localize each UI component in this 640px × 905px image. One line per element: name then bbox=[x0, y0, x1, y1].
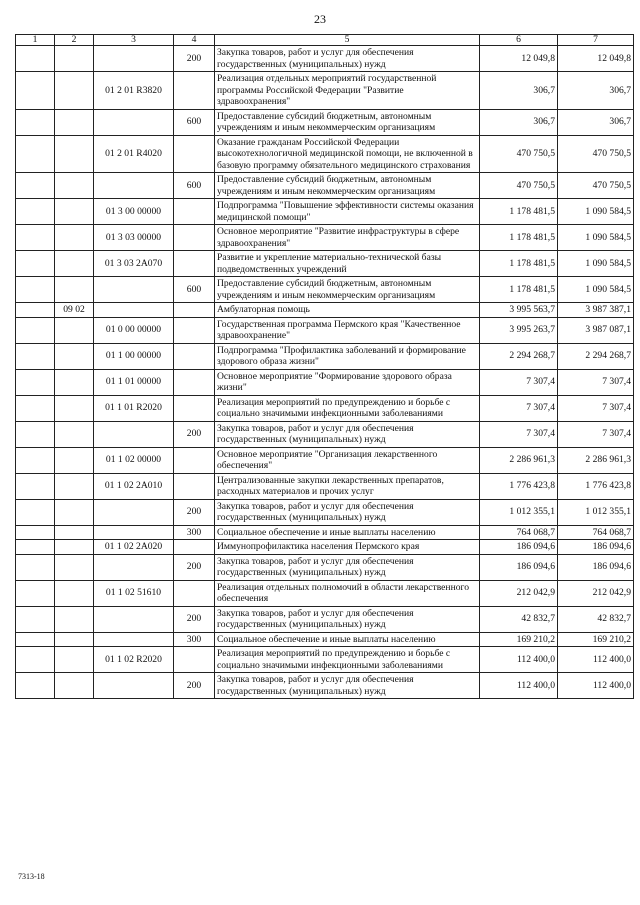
item-name-cell: Закупка товаров, работ и услуг для обеспечения государственных (муниципальных) нужд bbox=[215, 606, 480, 632]
item-name-cell: Оказание гражданам Российской Федерации высокотехнологичной медицинской помощи, не включенной в базовую программу обязательного медицинского страхования bbox=[215, 135, 480, 173]
amount-year1-cell: 186 094,6 bbox=[480, 554, 558, 580]
item-name-cell: Закупка товаров, работ и услуг для обеспечения государственных (муниципальных) нужд bbox=[215, 421, 480, 447]
section-cell bbox=[16, 317, 55, 343]
subsection-cell bbox=[55, 447, 94, 473]
expense-type-cell: 200 bbox=[174, 421, 215, 447]
table-row bbox=[16, 580, 634, 606]
target-article-cell bbox=[94, 421, 174, 447]
amount-year1-cell: 12 049,8 bbox=[480, 46, 558, 72]
amount-year2-cell: 42 832,7 bbox=[558, 606, 634, 632]
amount-year2-cell: 112 400,0 bbox=[558, 673, 634, 699]
amount-year1-cell: 764 068,7 bbox=[480, 525, 558, 540]
target-article-cell bbox=[94, 673, 174, 699]
target-article-cell bbox=[94, 499, 174, 525]
col-header-1: 1 bbox=[16, 35, 55, 46]
expense-type-cell: 600 bbox=[174, 173, 215, 199]
section-cell bbox=[16, 673, 55, 699]
subsection-cell bbox=[55, 673, 94, 699]
subsection-cell bbox=[55, 225, 94, 251]
subsection-cell bbox=[55, 499, 94, 525]
section-cell bbox=[16, 647, 55, 673]
amount-year2-cell: 12 049,8 bbox=[558, 46, 634, 72]
section-cell bbox=[16, 109, 55, 135]
item-name-cell: Закупка товаров, работ и услуг для обеспечения государственных (муниципальных) нужд bbox=[215, 554, 480, 580]
target-article-cell: 01 3 03 00000 bbox=[94, 225, 174, 251]
item-name-cell: Социальное обеспечение и иные выплаты населению bbox=[215, 632, 480, 647]
section-cell bbox=[16, 499, 55, 525]
target-article-cell: 01 0 00 00000 bbox=[94, 317, 174, 343]
section-cell bbox=[16, 447, 55, 473]
section-cell bbox=[16, 554, 55, 580]
subsection-cell bbox=[55, 251, 94, 277]
table-row bbox=[16, 135, 634, 173]
table-row bbox=[16, 473, 634, 499]
amount-year2-cell: 7 307,4 bbox=[558, 369, 634, 395]
amount-year1-cell: 1 178 481,5 bbox=[480, 199, 558, 225]
target-article-cell: 01 3 03 2А070 bbox=[94, 251, 174, 277]
amount-year1-cell: 7 307,4 bbox=[480, 421, 558, 447]
target-article-cell: 01 2 01 R3820 bbox=[94, 72, 174, 110]
amount-year2-cell: 1 090 584,5 bbox=[558, 277, 634, 303]
subsection-cell bbox=[55, 135, 94, 173]
amount-year2-cell: 212 042,9 bbox=[558, 580, 634, 606]
item-name-cell: Предоставление субсидий бюджетным, автономным учреждениям и иным некоммерческим организациям bbox=[215, 109, 480, 135]
table-body bbox=[16, 46, 634, 699]
target-article-cell bbox=[94, 173, 174, 199]
expense-type-cell bbox=[174, 225, 215, 251]
table-row bbox=[16, 317, 634, 343]
target-article-cell bbox=[94, 303, 174, 318]
col-header-5: 5 bbox=[215, 35, 480, 46]
expense-type-cell bbox=[174, 580, 215, 606]
table-row bbox=[16, 647, 634, 673]
amount-year2-cell: 112 400,0 bbox=[558, 647, 634, 673]
item-name-cell: Закупка товаров, работ и услуг для обеспечения государственных (муниципальных) нужд bbox=[215, 46, 480, 72]
amount-year1-cell: 7 307,4 bbox=[480, 369, 558, 395]
amount-year1-cell: 7 307,4 bbox=[480, 395, 558, 421]
expense-type-cell bbox=[174, 251, 215, 277]
section-cell bbox=[16, 540, 55, 555]
item-name-cell: Централизованные закупки лекарственных препаратов, расходных материалов и прочих услуг bbox=[215, 473, 480, 499]
target-article-cell: 01 1 01 00000 bbox=[94, 369, 174, 395]
subsection-cell bbox=[55, 109, 94, 135]
table-row bbox=[16, 173, 634, 199]
target-article-cell: 01 1 02 51610 bbox=[94, 580, 174, 606]
expense-type-cell bbox=[174, 199, 215, 225]
item-name-cell: Реализация отдельных полномочий в области лекарственного обеспечения bbox=[215, 580, 480, 606]
target-article-cell: 01 3 00 00000 bbox=[94, 199, 174, 225]
expense-type-cell: 600 bbox=[174, 109, 215, 135]
expense-type-cell bbox=[174, 343, 215, 369]
amount-year2-cell: 1 776 423,8 bbox=[558, 473, 634, 499]
table-row bbox=[16, 369, 634, 395]
section-cell bbox=[16, 632, 55, 647]
item-name-cell: Амбулаторная помощь bbox=[215, 303, 480, 318]
item-name-cell: Реализация мероприятий по предупреждению и борьбе с социально значимыми инфекционными заболеваниями bbox=[215, 647, 480, 673]
amount-year1-cell: 2 286 961,3 bbox=[480, 447, 558, 473]
item-name-cell: Основное мероприятие "Формирование здорового образа жизни" bbox=[215, 369, 480, 395]
amount-year2-cell: 764 068,7 bbox=[558, 525, 634, 540]
subsection-cell bbox=[55, 277, 94, 303]
target-article-cell: 01 1 00 00000 bbox=[94, 343, 174, 369]
amount-year1-cell: 1 178 481,5 bbox=[480, 225, 558, 251]
subsection-cell bbox=[55, 606, 94, 632]
item-name-cell: Предоставление субсидий бюджетным, автономным учреждениям и иным некоммерческим организациям bbox=[215, 277, 480, 303]
section-cell bbox=[16, 421, 55, 447]
amount-year2-cell: 470 750,5 bbox=[558, 173, 634, 199]
section-cell bbox=[16, 369, 55, 395]
expense-type-cell: 300 bbox=[174, 632, 215, 647]
table-row bbox=[16, 447, 634, 473]
section-cell bbox=[16, 251, 55, 277]
expense-type-cell: 600 bbox=[174, 277, 215, 303]
section-cell bbox=[16, 525, 55, 540]
expense-type-cell: 200 bbox=[174, 499, 215, 525]
amount-year1-cell: 42 832,7 bbox=[480, 606, 558, 632]
col-header-4: 4 bbox=[174, 35, 215, 46]
expense-type-cell bbox=[174, 395, 215, 421]
section-cell bbox=[16, 580, 55, 606]
item-name-cell: Закупка товаров, работ и услуг для обеспечения государственных (муниципальных) нужд bbox=[215, 673, 480, 699]
col-header-6: 6 bbox=[480, 35, 558, 46]
target-article-cell: 01 1 01 R2020 bbox=[94, 395, 174, 421]
amount-year2-cell: 186 094,6 bbox=[558, 554, 634, 580]
subsection-cell bbox=[55, 72, 94, 110]
table-row bbox=[16, 303, 634, 318]
amount-year2-cell: 2 286 961,3 bbox=[558, 447, 634, 473]
expense-type-cell: 300 bbox=[174, 525, 215, 540]
subsection-cell bbox=[55, 540, 94, 555]
section-cell bbox=[16, 473, 55, 499]
amount-year1-cell: 1 776 423,8 bbox=[480, 473, 558, 499]
col-header-2: 2 bbox=[55, 35, 94, 46]
target-article-cell bbox=[94, 109, 174, 135]
table-row bbox=[16, 395, 634, 421]
target-article-cell: 01 2 01 R4020 bbox=[94, 135, 174, 173]
table-row bbox=[16, 46, 634, 72]
table-row bbox=[16, 277, 634, 303]
amount-year1-cell: 112 400,0 bbox=[480, 673, 558, 699]
subsection-cell bbox=[55, 173, 94, 199]
item-name-cell: Государственная программа Пермского края "Качественное здравоохранение" bbox=[215, 317, 480, 343]
amount-year1-cell: 169 210,2 bbox=[480, 632, 558, 647]
expense-type-cell bbox=[174, 369, 215, 395]
amount-year1-cell: 3 995 263,7 bbox=[480, 317, 558, 343]
item-name-cell: Развитие и укрепление материально-технической базы подведомственных учреждений bbox=[215, 251, 480, 277]
table-header bbox=[16, 35, 634, 46]
target-article-cell bbox=[94, 46, 174, 72]
amount-year2-cell: 1 090 584,5 bbox=[558, 251, 634, 277]
item-name-cell: Реализация мероприятий по предупреждению и борьбе с социально значимыми инфекционными заболеваниями bbox=[215, 395, 480, 421]
amount-year1-cell: 1 012 355,1 bbox=[480, 499, 558, 525]
table-row bbox=[16, 540, 634, 555]
amount-year1-cell: 470 750,5 bbox=[480, 135, 558, 173]
table-row bbox=[16, 421, 634, 447]
col-header-3: 3 bbox=[94, 35, 174, 46]
section-cell bbox=[16, 199, 55, 225]
section-cell bbox=[16, 343, 55, 369]
footer-code: 7313-18 bbox=[18, 872, 45, 881]
target-article-cell bbox=[94, 554, 174, 580]
amount-year1-cell: 212 042,9 bbox=[480, 580, 558, 606]
target-article-cell: 01 1 02 R2020 bbox=[94, 647, 174, 673]
table-row bbox=[16, 343, 634, 369]
amount-year2-cell: 306,7 bbox=[558, 72, 634, 110]
amount-year2-cell: 3 987 387,1 bbox=[558, 303, 634, 318]
amount-year2-cell: 470 750,5 bbox=[558, 135, 634, 173]
amount-year1-cell: 1 178 481,5 bbox=[480, 277, 558, 303]
target-article-cell bbox=[94, 606, 174, 632]
section-cell bbox=[16, 606, 55, 632]
section-cell bbox=[16, 225, 55, 251]
expense-type-cell: 200 bbox=[174, 673, 215, 699]
item-name-cell: Основное мероприятие "Развитие инфраструктуры в сфере здравоохранения" bbox=[215, 225, 480, 251]
section-cell bbox=[16, 72, 55, 110]
amount-year2-cell: 7 307,4 bbox=[558, 395, 634, 421]
table-row bbox=[16, 72, 634, 110]
amount-year1-cell: 112 400,0 bbox=[480, 647, 558, 673]
amount-year1-cell: 3 995 563,7 bbox=[480, 303, 558, 318]
amount-year2-cell: 1 090 584,5 bbox=[558, 199, 634, 225]
target-article-cell bbox=[94, 277, 174, 303]
table-row bbox=[16, 225, 634, 251]
item-name-cell: Предоставление субсидий бюджетным, автономным учреждениям и иным некоммерческим организациям bbox=[215, 173, 480, 199]
table-row bbox=[16, 499, 634, 525]
subsection-cell bbox=[55, 395, 94, 421]
amount-year1-cell: 470 750,5 bbox=[480, 173, 558, 199]
amount-year1-cell: 2 294 268,7 bbox=[480, 343, 558, 369]
page-number: 23 bbox=[314, 12, 326, 26]
amount-year1-cell: 306,7 bbox=[480, 109, 558, 135]
subsection-cell bbox=[55, 580, 94, 606]
expense-type-cell bbox=[174, 72, 215, 110]
item-name-cell: Основное мероприятие "Организация лекарственного обеспечения" bbox=[215, 447, 480, 473]
section-cell bbox=[16, 395, 55, 421]
target-article-cell bbox=[94, 632, 174, 647]
table-row bbox=[16, 251, 634, 277]
amount-year2-cell: 3 987 087,1 bbox=[558, 317, 634, 343]
subsection-cell bbox=[55, 632, 94, 647]
expense-type-cell bbox=[174, 540, 215, 555]
table-row bbox=[16, 673, 634, 699]
expense-type-cell: 200 bbox=[174, 554, 215, 580]
subsection-cell bbox=[55, 647, 94, 673]
subsection-cell bbox=[55, 317, 94, 343]
amount-year1-cell: 1 178 481,5 bbox=[480, 251, 558, 277]
budget-table bbox=[15, 34, 634, 699]
subsection-cell bbox=[55, 343, 94, 369]
table-row bbox=[16, 554, 634, 580]
expense-type-cell bbox=[174, 303, 215, 318]
target-article-cell: 01 1 02 2А010 bbox=[94, 473, 174, 499]
section-cell bbox=[16, 46, 55, 72]
amount-year2-cell: 1 012 355,1 bbox=[558, 499, 634, 525]
subsection-cell bbox=[55, 46, 94, 72]
expense-type-cell bbox=[174, 647, 215, 673]
subsection-cell bbox=[55, 554, 94, 580]
section-cell bbox=[16, 173, 55, 199]
table-row bbox=[16, 632, 634, 647]
table-row bbox=[16, 199, 634, 225]
amount-year2-cell: 169 210,2 bbox=[558, 632, 634, 647]
expense-type-cell: 200 bbox=[174, 46, 215, 72]
amount-year1-cell: 186 094,6 bbox=[480, 540, 558, 555]
target-article-cell: 01 1 02 00000 bbox=[94, 447, 174, 473]
amount-year1-cell: 306,7 bbox=[480, 72, 558, 110]
section-cell bbox=[16, 135, 55, 173]
expense-type-cell bbox=[174, 447, 215, 473]
amount-year2-cell: 7 307,4 bbox=[558, 421, 634, 447]
item-name-cell: Закупка товаров, работ и услуг для обеспечения государственных (муниципальных) нужд bbox=[215, 499, 480, 525]
section-cell bbox=[16, 303, 55, 318]
table-row bbox=[16, 525, 634, 540]
subsection-cell bbox=[55, 199, 94, 225]
item-name-cell: Социальное обеспечение и иные выплаты населению bbox=[215, 525, 480, 540]
col-header-7: 7 bbox=[558, 35, 634, 46]
section-cell bbox=[16, 277, 55, 303]
expense-type-cell bbox=[174, 473, 215, 499]
expense-type-cell bbox=[174, 135, 215, 173]
target-article-cell: 01 1 02 2А020 bbox=[94, 540, 174, 555]
item-name-cell: Реализация отдельных мероприятий государственной программы Российской Федерации "Развитие здравоохранения" bbox=[215, 72, 480, 110]
amount-year2-cell: 306,7 bbox=[558, 109, 634, 135]
subsection-cell: 09 02 bbox=[55, 303, 94, 318]
target-article-cell bbox=[94, 525, 174, 540]
amount-year2-cell: 2 294 268,7 bbox=[558, 343, 634, 369]
subsection-cell bbox=[55, 421, 94, 447]
subsection-cell bbox=[55, 473, 94, 499]
expense-type-cell: 200 bbox=[174, 606, 215, 632]
amount-year2-cell: 1 090 584,5 bbox=[558, 225, 634, 251]
amount-year2-cell: 186 094,6 bbox=[558, 540, 634, 555]
table-row bbox=[16, 606, 634, 632]
subsection-cell bbox=[55, 369, 94, 395]
item-name-cell: Подпрограмма "Профилактика заболеваний и формирование здорового образа жизни" bbox=[215, 343, 480, 369]
item-name-cell: Иммунопрофилактика населения Пермского края bbox=[215, 540, 480, 555]
header-row bbox=[16, 35, 634, 46]
expense-type-cell bbox=[174, 317, 215, 343]
item-name-cell: Подпрограмма "Повышение эффективности системы оказания медицинской помощи" bbox=[215, 199, 480, 225]
subsection-cell bbox=[55, 525, 94, 540]
table-row bbox=[16, 109, 634, 135]
